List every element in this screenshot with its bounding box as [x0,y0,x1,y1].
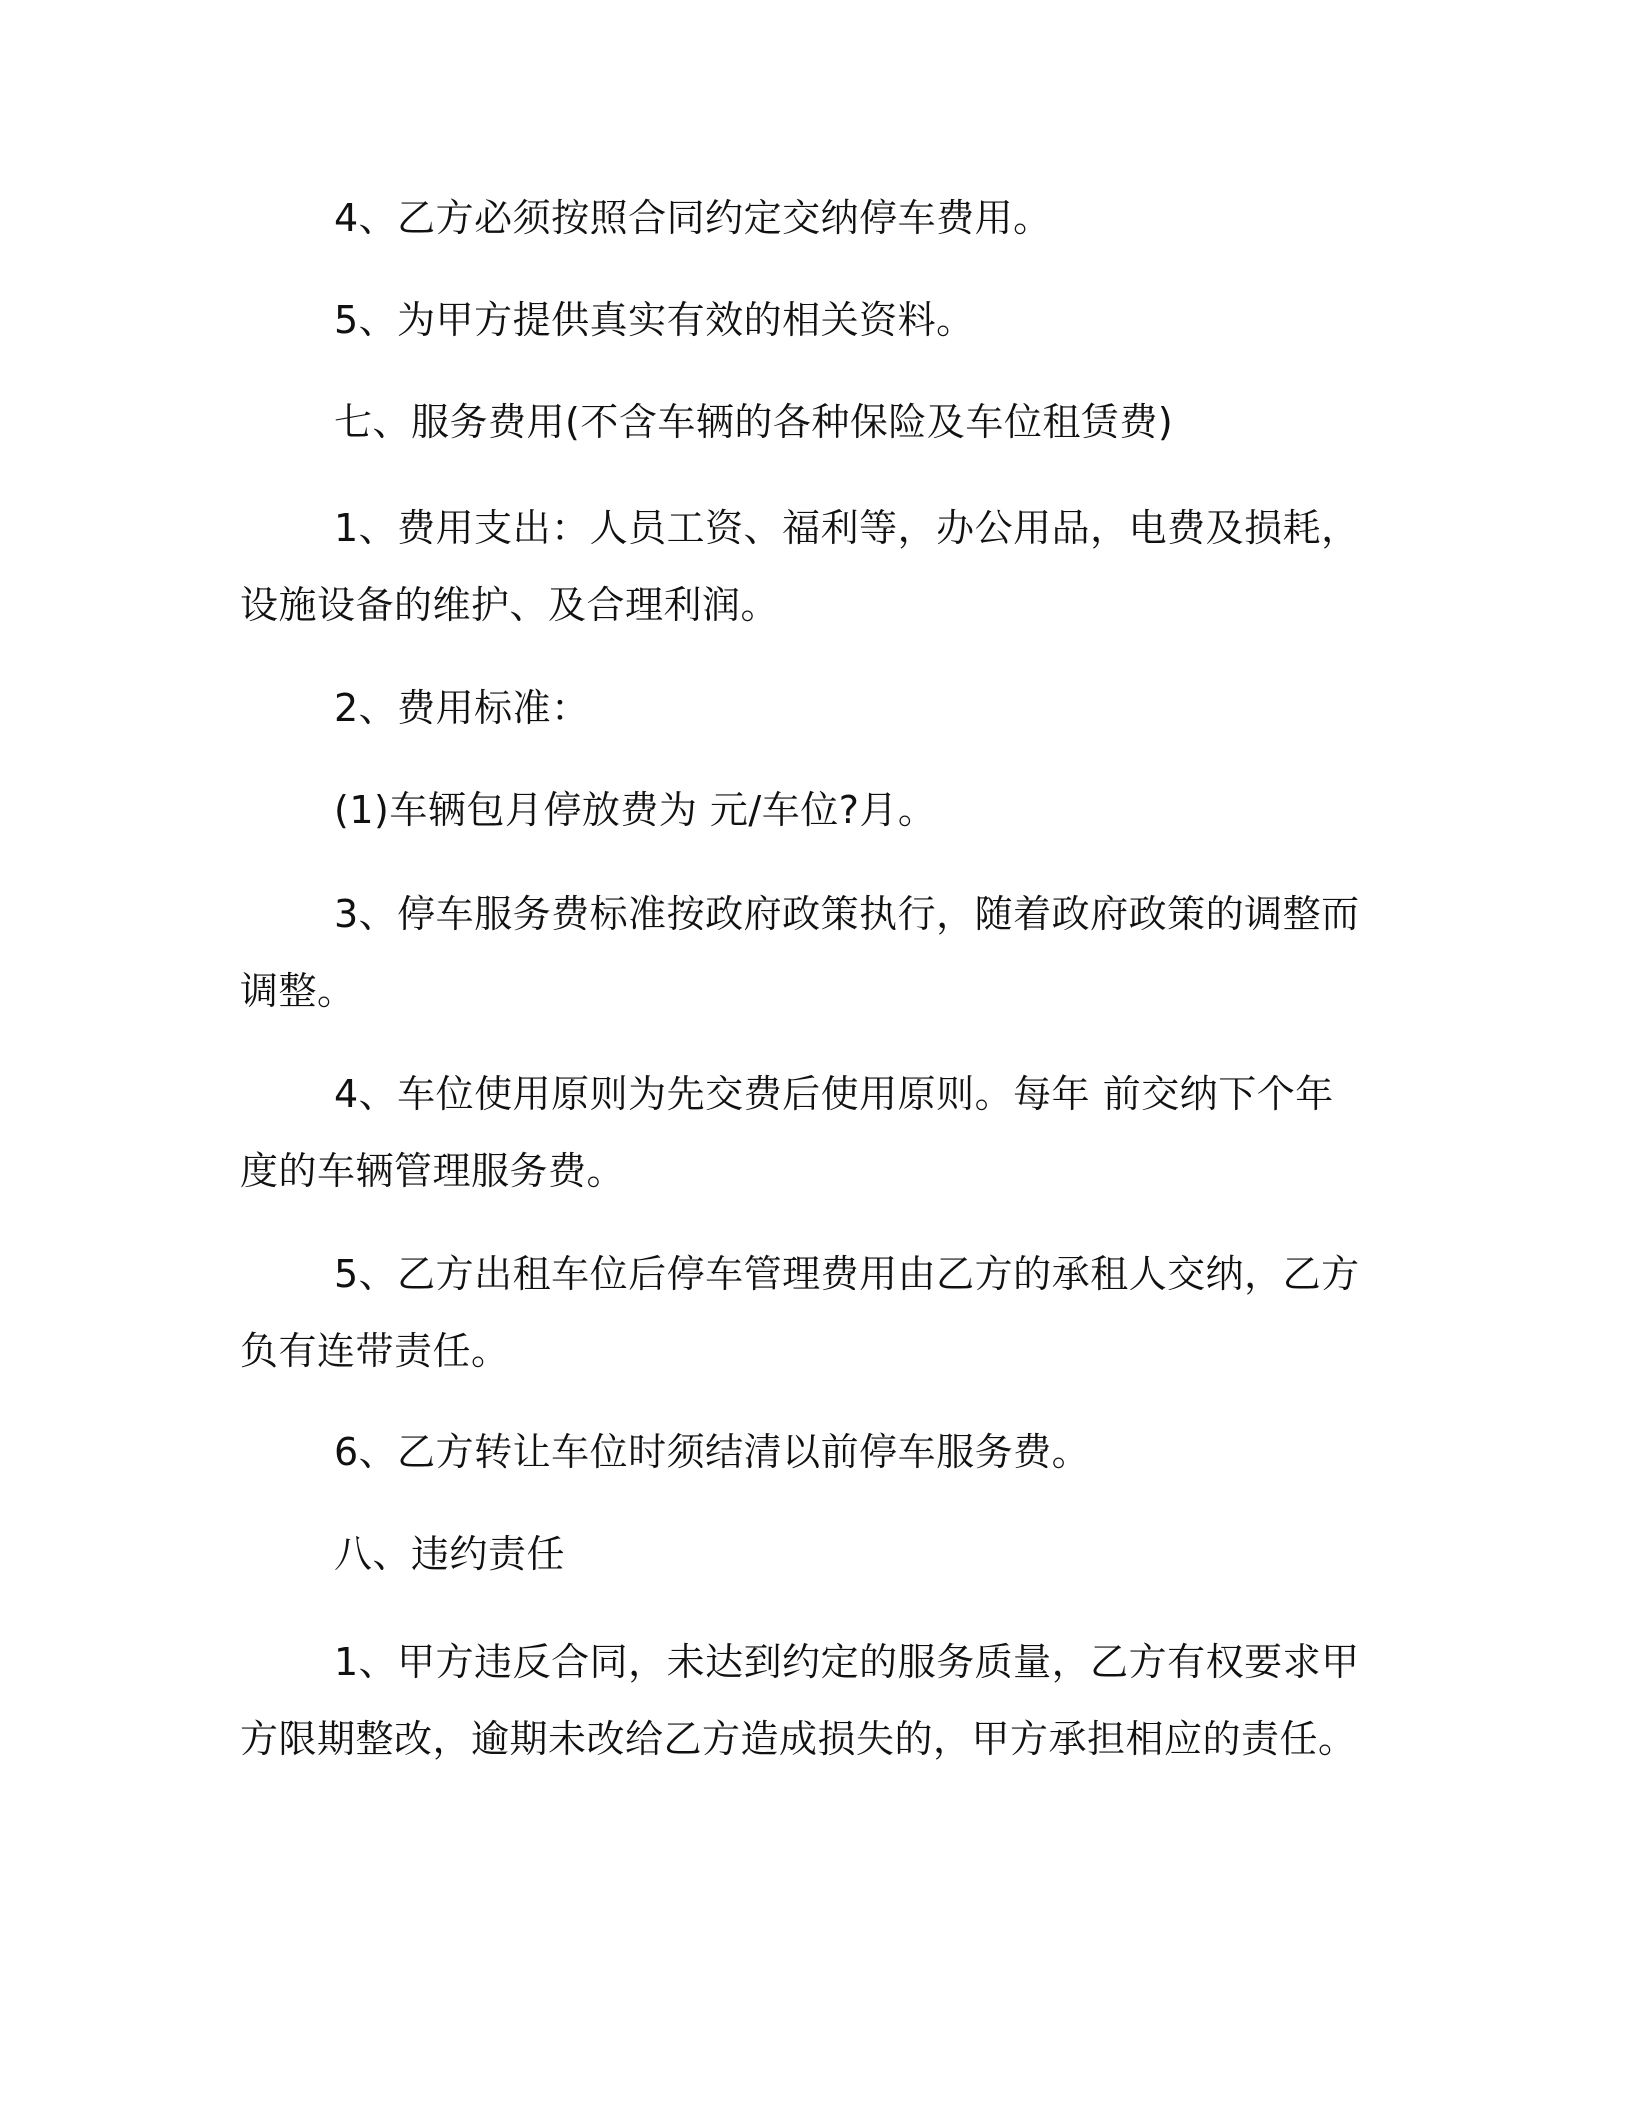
paragraph-4-fee-payment: 4、乙方必须按照合同约定交纳停车费用。 [334,196,1052,240]
paragraph-5-provide-documents: 5、为甲方提供真实有效的相关资料。 [334,298,975,342]
paragraph-1-breach-remedy: 1、甲方违反合同，未达到约定的服务质量，乙方有权要求甲方限期整改，逾期未改给乙方造成损失的，甲方承担相应的责任。 [240,1640,1360,1761]
section-heading-service-fees: 七、服务费用(不含车辆的各种保险及车位租赁费) [334,400,1174,444]
paragraph-2-fee-standard: 2、费用标准： [334,686,590,730]
paragraph-1-monthly-parking-fee: (1)车辆包月停放费为 元/车位?月。 [334,788,937,832]
paragraph-3-government-policy: 3、停车服务费标准按政府政策执行，随着政府政策的调整而调整。 [240,892,1360,1013]
paragraph-1-expenses: 1、费用支出：人员工资、福利等，办公用品，电费及损耗，设施设备的维护、及合理利润。 [240,506,1360,627]
paragraph-5-lessee-payment: 5、乙方出租车位后停车管理费用由乙方的承租人交纳，乙方负有连带责任。 [240,1252,1360,1373]
paragraph-4-prepay-principle: 4、车位使用原则为先交费后使用原则。每年 前交纳下个年度的车辆管理服务费。 [240,1072,1334,1193]
section-heading-liability: 八、违约责任 [334,1532,566,1576]
paragraph-6-transfer-settlement: 6、乙方转让车位时须结清以前停车服务费。 [334,1430,1091,1474]
